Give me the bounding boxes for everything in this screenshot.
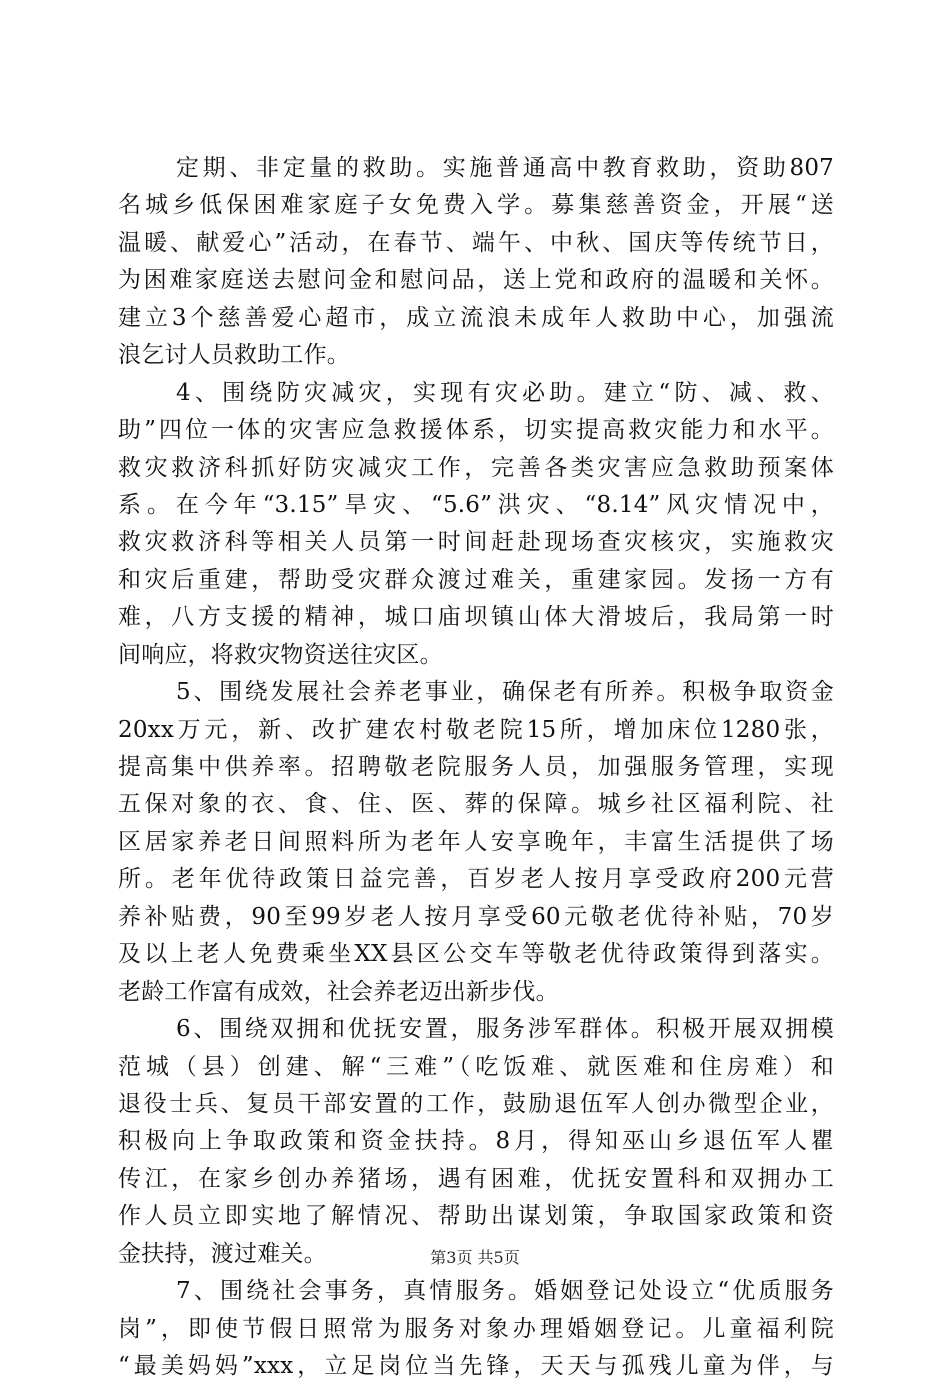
body-text [118,150,834,1385]
text-line: 系。在今年“3.15”旱灾、“5.6”洪灾、“8.14”风灾情况中， [118,491,834,518]
text-line: 间响应，将救灾物资送往灾区。 [118,641,443,668]
text-line: 五保对象的衣、食、住、医、葬的保障。城乡社区福利院、社 [118,791,834,818]
text-line: “最美妈妈”xxx，立足岗位当先锋，天天与孤残儿童为伴，与 [118,1353,834,1379]
text-line: 名城乡低保困难家庭子女免费入学。募集慈善资金，开展“送 [118,192,834,219]
text-line: 6、围绕双拥和优抚安置，服务涉军群体。积极开展双拥模 [176,1016,834,1043]
text-line: 及以上老人免费乘坐XX县区公交车等敬老优待政策得到落实。 [118,941,834,968]
text-line: 范城（县）创建、解“三难”（吃饭难、就医难和住房难）和 [118,1053,834,1080]
text-line: 养补贴费，90至99岁老人按月享受60元敬老优待补贴，70岁 [118,903,834,930]
text-line: 定期、非定量的救助。实施普通高中教育救助，资助807 [176,155,834,181]
text-line: 和灾后重建，帮助受灾群众渡过难关，重建家园。发扬一方有 [118,566,834,593]
text-line: 所。老年优待政策日益完善，百岁老人按月享受政府200元营 [118,866,834,893]
text-line: 7、围绕社会事务，真情服务。婚姻登记处设立“优质服务 [176,1278,834,1305]
text-line: 区居家养老日间照料所为老年人安享晚年，丰富生活提供了场 [118,828,834,855]
text-line: 20xx万元，新、改扩建农村敬老院15所，增加床位1280张， [118,716,834,743]
text-line: 4、围绕防灾减灾，实现有灾必助。建立“防、减、救、 [176,379,834,406]
text-line: 为困难家庭送去慰问金和慰问品，送上党和政府的温暖和关怀。 [118,267,834,294]
text-line: 助”四位一体的灾害应急救援体系，切实提高救灾能力和水平。 [118,417,834,444]
text-line: 温暖、献爱心”活动，在春节、端午、中秋、国庆等传统节日， [118,229,834,256]
text-line: 救灾救济科等相关人员第一时间赶赴现场查灾核灾，实施救灾 [118,529,834,556]
text-line: 浪乞讨人员救助工作。 [118,342,350,369]
text-line: 作人员立即实地了解情况、帮助出谋划策，争取国家政策和资 [118,1203,834,1230]
text-line: 金扶持，渡过难关。 [118,1240,327,1267]
page-footer: 第3页 共5页 [430,1248,520,1267]
text-line: 提高集中供养率。招聘敬老院服务人员，加强服务管理，实现 [118,754,834,780]
text-line: 老龄工作富有成效，社会养老迈出新步伐。 [118,978,559,1005]
text-line: 积极向上争取政策和资金扶持。8月，得知巫山乡退伍军人瞿 [118,1128,834,1155]
text-line: 退役士兵、复员干部安置的工作，鼓励退伍军人创办微型企业， [118,1090,834,1117]
text-line: 难，八方支援的精神，城口庙坝镇山体大滑坡后，我局第一时 [118,604,834,631]
text-line: 救灾救济科抓好防灾减灾工作，完善各类灾害应急救助预案体 [118,454,834,481]
text-line: 建立3个慈善爱心超市，成立流浪未成年人救助中心，加强流 [118,304,834,331]
text-line: 5、围绕发展社会养老事业，确保老有所养。积极争取资金 [176,679,834,706]
text-line: 岗”，即使节假日照常为服务对象办理婚姻登记。儿童福利院 [118,1315,834,1342]
text-line: 传江，在家乡创办养猪场，遇有困难，优抚安置科和双拥办工 [118,1165,834,1192]
